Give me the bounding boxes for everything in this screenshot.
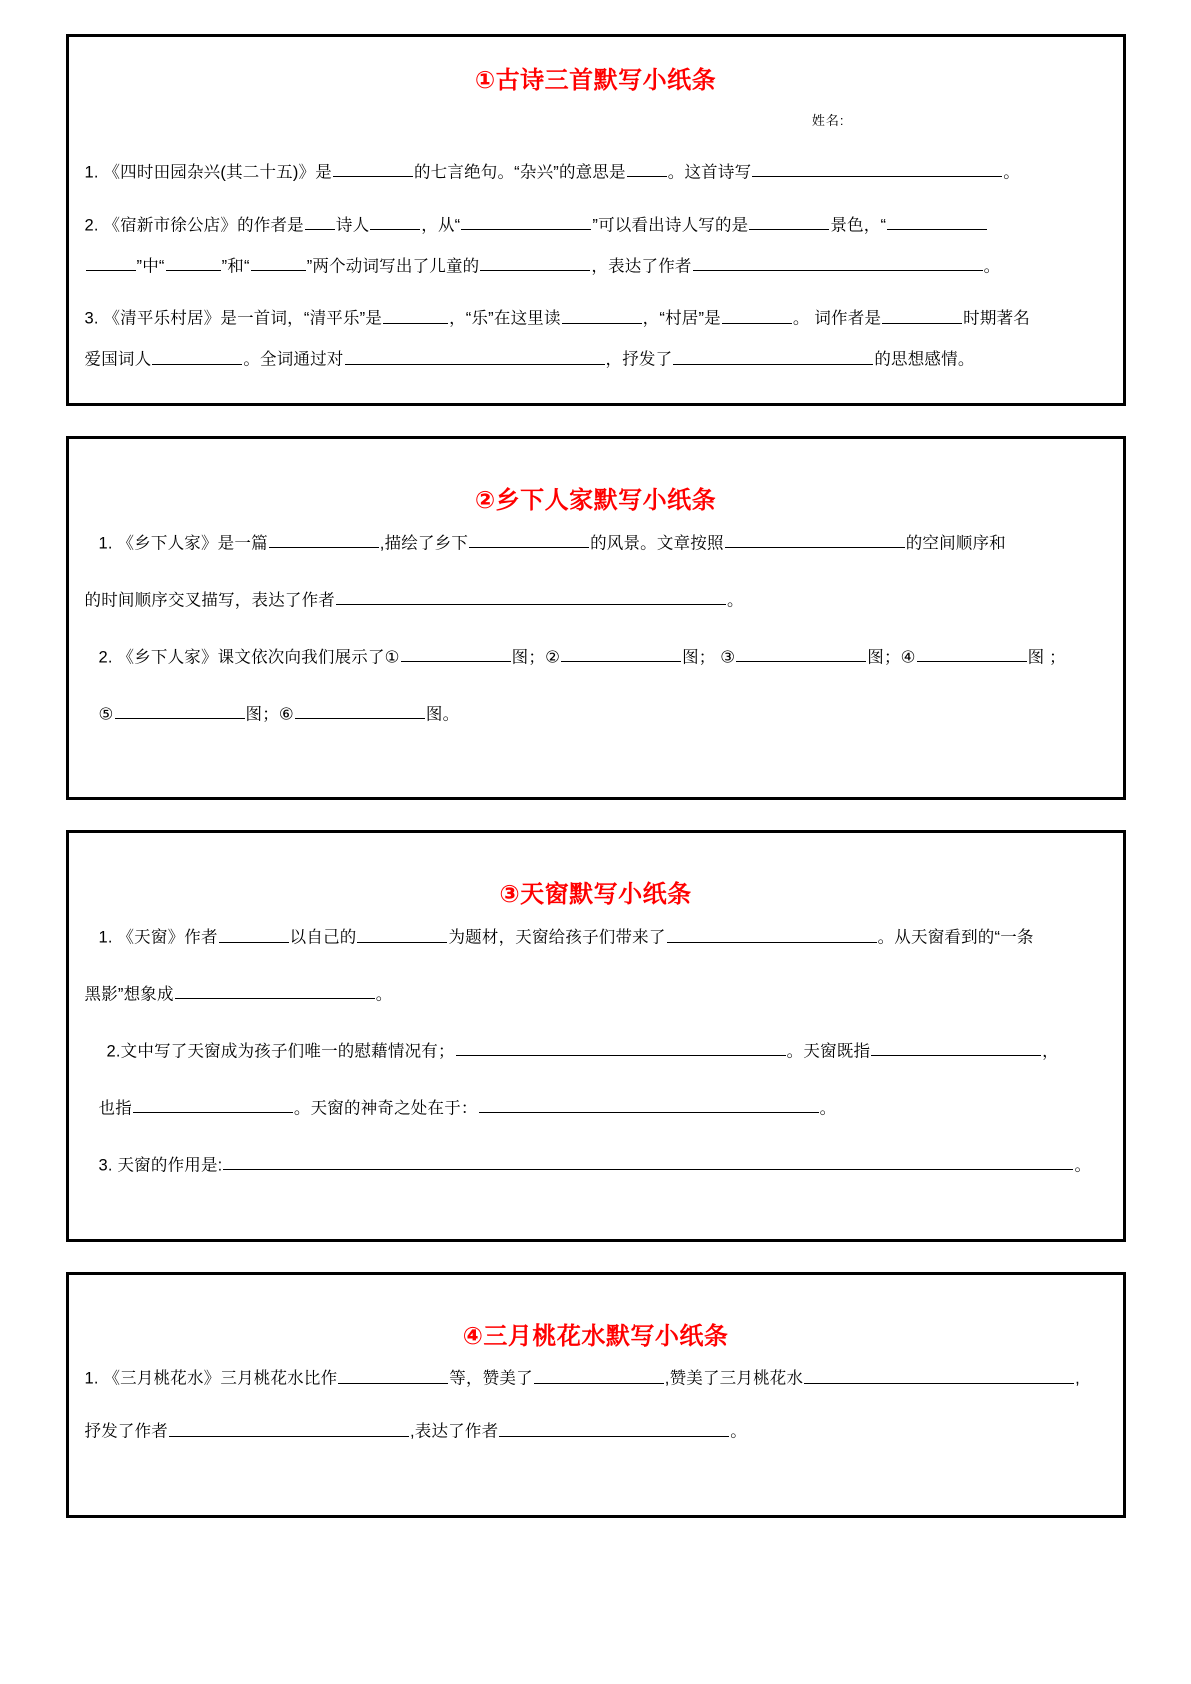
- blank-field[interactable]: [383, 305, 448, 323]
- blank-field[interactable]: [804, 1365, 1074, 1383]
- blank-field[interactable]: [461, 212, 591, 230]
- blank-field[interactable]: [305, 212, 335, 230]
- blank-field[interactable]: [401, 644, 511, 662]
- question-text: 。: [727, 591, 744, 610]
- question-text: 。这首诗写: [667, 163, 752, 182]
- blank-field[interactable]: [736, 644, 866, 662]
- blank-field[interactable]: [345, 346, 605, 364]
- section-title: ③天窗默写小纸条: [499, 881, 692, 909]
- blank-field[interactable]: [499, 1418, 729, 1436]
- question-text: 时期著名: [963, 309, 1030, 328]
- question-2-line-1: [85, 644, 1107, 671]
- question-1-line-2: [85, 981, 1107, 1008]
- question-3-line-1: [85, 305, 1107, 332]
- question-1: [85, 159, 1107, 186]
- blank-field[interactable]: [469, 530, 589, 548]
- blank-field[interactable]: [86, 253, 136, 271]
- blank-field[interactable]: [534, 1365, 664, 1383]
- question-text: 《乡下人家》是一篇: [117, 534, 268, 553]
- question-text: 图；②: [511, 648, 561, 667]
- blank-field[interactable]: [480, 253, 590, 271]
- blank-field[interactable]: [562, 305, 642, 323]
- question-text: ”中“: [136, 256, 165, 275]
- blank-field[interactable]: [219, 924, 289, 942]
- question-text: 。: [1074, 1156, 1092, 1175]
- question-text: “清平乐”是: [303, 309, 383, 328]
- question-number: 3.: [98, 1156, 113, 1175]
- question-text: ,: [1075, 1369, 1080, 1388]
- question-text: 。天窗既指: [786, 1042, 871, 1061]
- question-text: 的思想感情。: [874, 350, 975, 369]
- question-text: 文中写了天窗成为孩子们唯一的慰藉情况有；: [120, 1042, 455, 1061]
- question-text: 的空间顺序和: [905, 534, 1006, 553]
- blank-field[interactable]: [175, 981, 375, 999]
- section-card-sanyue-taohuashui: [66, 1272, 1126, 1519]
- question-text: 。从天窗看到的“一条: [877, 928, 1034, 947]
- question-text: 也指: [98, 1099, 132, 1118]
- question-text: ，从“: [421, 215, 461, 234]
- blank-field[interactable]: [887, 212, 987, 230]
- question-text: 的风景。文章按照: [590, 534, 724, 553]
- question-text: 《天窗》作者: [117, 928, 218, 947]
- blank-field[interactable]: [673, 346, 873, 364]
- section-title: ①古诗三首默写小纸条: [474, 67, 717, 94]
- question-text: 图；④: [867, 648, 916, 667]
- blank-field[interactable]: [133, 1095, 293, 1113]
- blank-field[interactable]: [749, 212, 829, 230]
- question-number: 3.: [84, 309, 99, 328]
- question-text: ⑤: [98, 704, 114, 723]
- question-text: 以自己的: [289, 928, 357, 947]
- question-1-line-1: [85, 924, 1107, 951]
- section-card-xiangxia-renjia: [66, 436, 1126, 800]
- blank-field[interactable]: [338, 1365, 448, 1383]
- question-text: 《三月桃花水》三月桃花水比作: [103, 1369, 338, 1388]
- blank-field[interactable]: [370, 212, 420, 230]
- question-text: 天窗的作用是:: [117, 1156, 223, 1175]
- question-text: ”可以看出诗人写的是: [592, 215, 749, 234]
- question-text: 《四时田园杂兴(其二十五)》是: [103, 163, 332, 182]
- name-label: 姓名:: [811, 112, 845, 128]
- question-1-line-1: [85, 530, 1107, 557]
- question-text: 爱国词人: [84, 350, 152, 369]
- blank-field[interactable]: [166, 253, 221, 271]
- question-text: ，“村居”是: [642, 309, 721, 328]
- question-text: 。: [730, 1422, 747, 1441]
- question-2-line-2: [85, 1095, 1107, 1122]
- blank-field[interactable]: [693, 253, 983, 271]
- blank-field[interactable]: [269, 530, 379, 548]
- question-text: 。: [819, 1099, 837, 1118]
- blank-field[interactable]: [336, 587, 726, 605]
- question-3-line-2: [85, 346, 1107, 377]
- question-text: 。: [983, 256, 1001, 275]
- blank-field[interactable]: [882, 305, 962, 323]
- question-text: ,赞美了三月桃花水: [664, 1369, 804, 1388]
- question-number: 1.: [98, 928, 113, 947]
- section-title: ②乡下人家默写小纸条: [474, 487, 717, 515]
- question-2-line-2: [85, 253, 1107, 280]
- question-text: 图。: [425, 704, 460, 723]
- question-1-line-1: [85, 1365, 1107, 1392]
- question-text: 《乡下人家》课文依次向我们展示了①: [117, 648, 400, 667]
- blank-field[interactable]: [169, 1418, 409, 1436]
- question-text: ,描绘了乡下: [379, 534, 469, 553]
- question-number: 1.: [84, 163, 99, 182]
- question-text: 。天窗的神奇之处在于：: [293, 1099, 478, 1118]
- question-1-line-2: [85, 587, 1107, 614]
- question-text: 。: [1003, 163, 1020, 182]
- question-2-line-1: [85, 212, 1107, 239]
- question-text: ”和“: [221, 256, 250, 275]
- question-text: “杂兴”的意思是: [514, 163, 626, 182]
- question-text: ,表达了作者: [410, 1422, 499, 1441]
- blank-field[interactable]: [871, 1038, 1041, 1056]
- blank-field[interactable]: [333, 159, 413, 177]
- question-2-line-2: [85, 701, 1107, 750]
- question-text: 《清平乐村居》是一首词，: [103, 309, 304, 328]
- question-number: 2.: [106, 1042, 121, 1061]
- question-text: 为题材，天窗给孩子们带来了: [448, 928, 666, 947]
- question-text: 。: [375, 985, 393, 1004]
- question-text: 图 ；: [1027, 648, 1066, 667]
- question-number: 1.: [84, 1369, 99, 1388]
- blank-field[interactable]: [917, 644, 1027, 662]
- question-number: 1.: [98, 534, 113, 553]
- blank-field[interactable]: [223, 1152, 1073, 1170]
- blank-field[interactable]: [667, 924, 877, 942]
- question-text: 。 词作者是: [792, 309, 882, 328]
- question-2-line-1: [85, 1038, 1107, 1065]
- question-1-line-2: [85, 1418, 1107, 1471]
- question-text: 景色，“: [830, 215, 887, 234]
- section-card-tianchuang: [66, 830, 1126, 1241]
- question-text: 黑影”想象成: [84, 985, 174, 1004]
- question-text: 。全词通过对: [243, 350, 344, 369]
- question-text: 诗人: [335, 215, 370, 234]
- blank-field[interactable]: [725, 530, 905, 548]
- blank-field[interactable]: [152, 346, 242, 364]
- question-text: ，抒发了: [605, 350, 673, 369]
- question-text: ”两个动词写出了儿童的: [306, 256, 480, 275]
- question-text: 抒发了作者: [84, 1422, 168, 1441]
- blank-field[interactable]: [295, 701, 425, 719]
- question-number: 2.: [98, 648, 113, 667]
- question-text: 图； ③: [682, 648, 736, 667]
- question-text: 《宿新市徐公店》的作者是: [103, 215, 304, 234]
- question-text: 的七言绝句。: [413, 163, 515, 182]
- blank-field[interactable]: [115, 701, 245, 719]
- section-card-gushi-san-shou: [66, 34, 1126, 406]
- blank-field[interactable]: [456, 1038, 786, 1056]
- question-text: ，表达了作者: [591, 256, 692, 275]
- blank-field[interactable]: [561, 644, 681, 662]
- section-title: ④三月桃花水默写小纸条: [462, 1322, 729, 1350]
- blank-field[interactable]: [722, 305, 792, 323]
- blank-field[interactable]: [357, 924, 447, 942]
- question-number: 2.: [84, 215, 99, 234]
- question-text: 图；⑥: [245, 704, 294, 723]
- question-text: 等，赞美了: [449, 1369, 533, 1388]
- blank-field[interactable]: [627, 159, 667, 177]
- question-3: [85, 1152, 1107, 1191]
- question-text: ，“乐”在这里读: [449, 309, 561, 328]
- question-text: 的时间顺序交叉描写，表达了作者: [84, 591, 335, 610]
- blank-field[interactable]: [752, 159, 1002, 177]
- blank-field[interactable]: [479, 1095, 819, 1113]
- question-text: ，: [1042, 1042, 1059, 1061]
- blank-field[interactable]: [251, 253, 306, 271]
